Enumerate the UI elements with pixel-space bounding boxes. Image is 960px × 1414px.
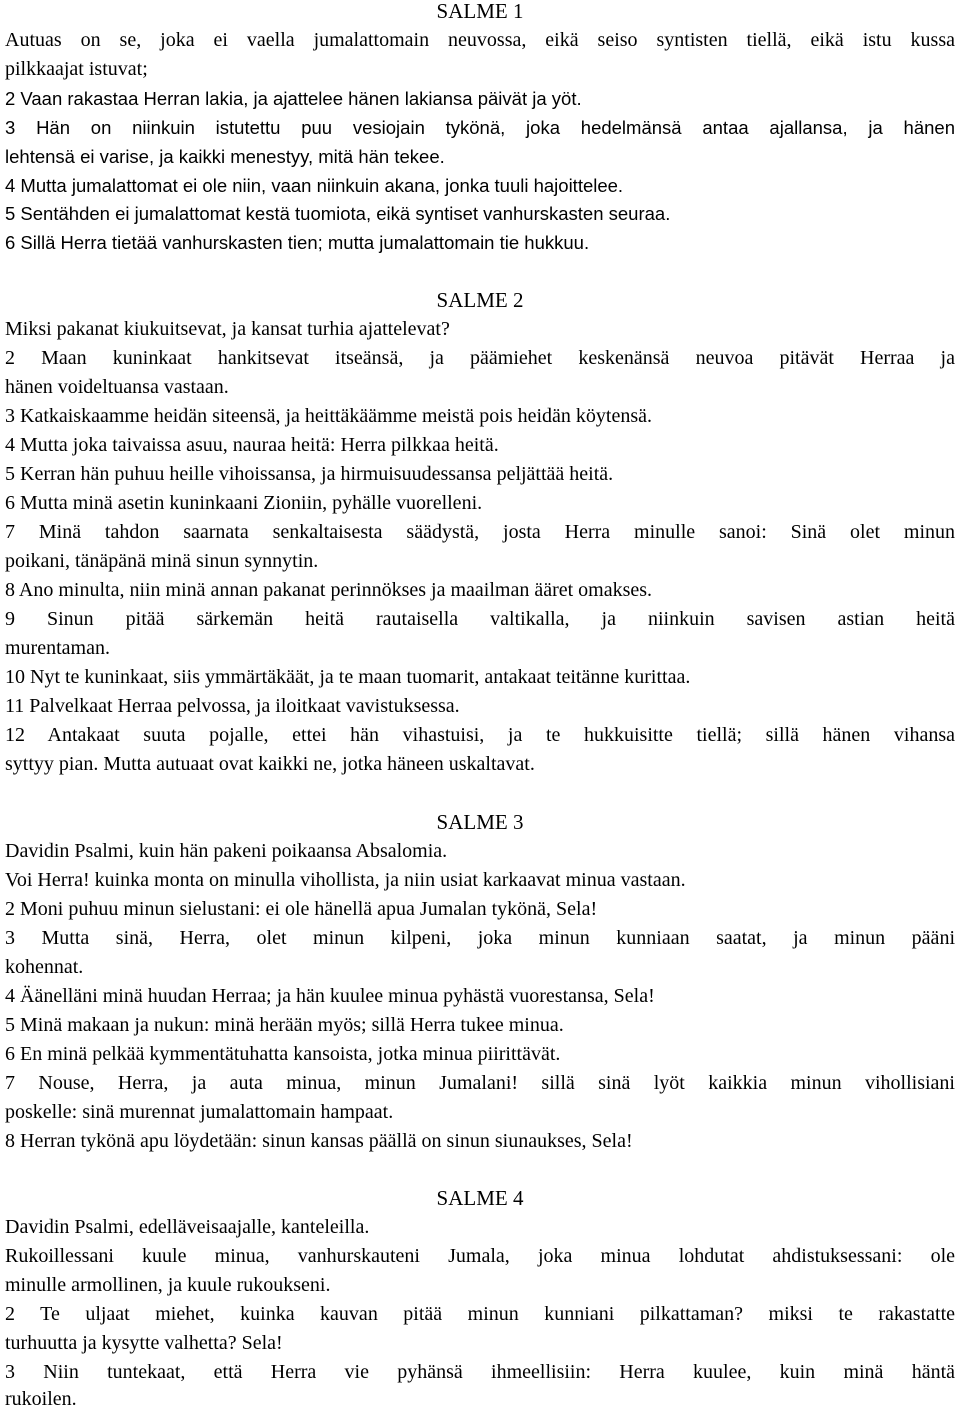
verse-line: 2 Maan kuninkaat hankitsevat itseänsä, ja päämiehet keskenänsä neuvoa pitävät Herraa ja [5, 347, 955, 369]
verse-line: 3 Niin tuntekaat, että Herra vie pyhänsä ihmeellisiin: Herra kuulee, kuin minä häntä [5, 1361, 955, 1383]
verse-line: 11 Palvelkaat Herraa pelvossa, ja iloitkaat vavistuksessa. [5, 695, 460, 717]
verse-line: 9 Sinun pitää särkemän heitä rautaisella valtikalla, ja niinkuin savisen astian heitä [5, 608, 955, 630]
verse-line: murentaman. [5, 637, 110, 659]
verse-line: kohennat. [5, 956, 84, 978]
verse-line: 5 Kerran hän puhuu heille vihoissansa, ja hirmuisuudessansa peljättää heitä. [5, 463, 614, 485]
verse-line: 6 En minä pelkää kymmentätuhatta kansoista, jotka minua piirittävät. [5, 1043, 561, 1065]
verse-line: 5 Sentähden ei jumalattomat kestä tuomiota, eikä syntiset vanhurskasten seuraa. [5, 203, 671, 224]
verse-line: 3 Katkaiskaamme heidän siteensä, ja heittäkäämme meistä pois heidän köytensä. [5, 405, 653, 427]
verse-line: 4 Mutta joka taivaissa asuu, nauraa heitä: Herra pilkkaa heitä. [5, 434, 499, 456]
verse-line: hänen voideltuansa vastaan. [5, 376, 229, 398]
verse-line: 2 Vaan rakastaa Herran lakia, ja ajattelee hänen lakiansa päivät ja yöt. [5, 88, 582, 109]
verse-line: Davidin Psalmi, kuin hän pakeni poikaansa Absalomia. [5, 840, 448, 862]
verse-line: 6 Mutta minä asetin kuninkaani Zioniin, pyhälle vuorelleni. [5, 492, 483, 514]
verse-line: Voi Herra! kuinka monta on minulla vihollista, ja niin usiat karkaavat minua vastaan. [5, 869, 686, 891]
verse-line: 2 Te uljaat miehet, kuinka kauvan pitää minun kunniani pilkattaman? miksi te rakastatte [5, 1303, 955, 1325]
verse-line: 3 Hän on niinkuin istutettu puu vesiojain tykönä, joka hedelmänsä antaa ajallansa, ja hänen [5, 117, 955, 138]
verse-line: 4 Äänelläni minä huudan Herraa; ja hän kuulee minua pyhästä vuorestansa, Sela! [5, 985, 655, 1007]
verse-line: 8 Herran tykönä apu löydetään: sinun kansas päällä on sinun siunaukses, Sela! [5, 1130, 633, 1152]
verse-line: 7 Minä tahdon saarnata senkaltaisesta säädystä, josta Herra minulle sanoi: Sinä olet minun [5, 521, 955, 543]
verse-line: Davidin Psalmi, edelläveisaajalle, kanteleilla. [5, 1216, 370, 1238]
verse-line: minulle armollinen, ja kuule rukoukseni. [5, 1274, 331, 1296]
verse-line: pilkkaajat istuvat; [5, 58, 148, 80]
verse-line: 4 Mutta jumalattomat ei ole niin, vaan niinkuin akana, jonka tuuli hajoittelee. [5, 175, 624, 196]
verse-line: Rukoillessani kuule minua, vanhurskauteni Jumala, joka minua lohdutat ahdistuksessani: ole [5, 1245, 955, 1267]
verse-line: Miksi pakanat kiukuitsevat, ja kansat turhia ajattelevat? [5, 318, 450, 340]
verse-line: 6 Sillä Herra tietää vanhurskasten tien; mutta jumalattomain tie hukkuu. [5, 232, 590, 253]
psalm-title: SALME 4 [436, 1186, 524, 1210]
psalm-title: SALME 1 [436, 0, 524, 23]
verse-line: rukoilen. [5, 1388, 77, 1410]
psalm-title: SALME 3 [436, 810, 524, 834]
verse-line: lehtensä ei varise, ja kaikki menestyy, mitä hän tekee. [5, 146, 445, 167]
verse-line: 10 Nyt te kuninkaat, siis ymmärtäkäät, ja te maan tuomarit, antakaat teitänne kurittaa. [5, 666, 691, 688]
verse-line: 12 Antakaat suuta pojalle, ettei hän vihastuisi, ja te hukkuisitte tiellä; sillä hänen vihansa [5, 724, 955, 746]
verse-line: poikani, tänäpänä minä sinun synnytin. [5, 550, 319, 572]
verse-line: syttyy pian. Mutta autuaat ovat kaikki ne, jotka häneen uskaltavat. [5, 753, 535, 775]
verse-line: poskelle: sinä murennat jumalattomain hampaat. [5, 1101, 394, 1123]
verse-line: turhuutta ja kysytte valhetta? Sela! [5, 1332, 283, 1354]
verse-line: 3 Mutta sinä, Herra, olet minun kilpeni, joka minun kunniaan saatat, ja minun pääni [5, 927, 955, 949]
verse-line: 7 Nouse, Herra, ja auta minua, minun Jumalani! sillä sinä lyöt kaikkia minun vihollisiani [5, 1072, 955, 1094]
psalm-title: SALME 2 [436, 288, 524, 312]
verse-line: 8 Ano minulta, niin minä annan pakanat perinnökses ja maailman ääret omakses. [5, 579, 653, 601]
verse-line: 5 Minä makaan ja nukun: minä herään myös; sillä Herra tukee minua. [5, 1014, 564, 1036]
verse-line: 2 Moni puhuu minun sielustani: ei ole hänellä apua Jumalan tykönä, Sela! [5, 898, 598, 920]
verse-line: Autuas on se, joka ei vaella jumalattomain neuvossa, eikä seiso syntisten tiellä, eikä istu kussa [5, 29, 955, 51]
